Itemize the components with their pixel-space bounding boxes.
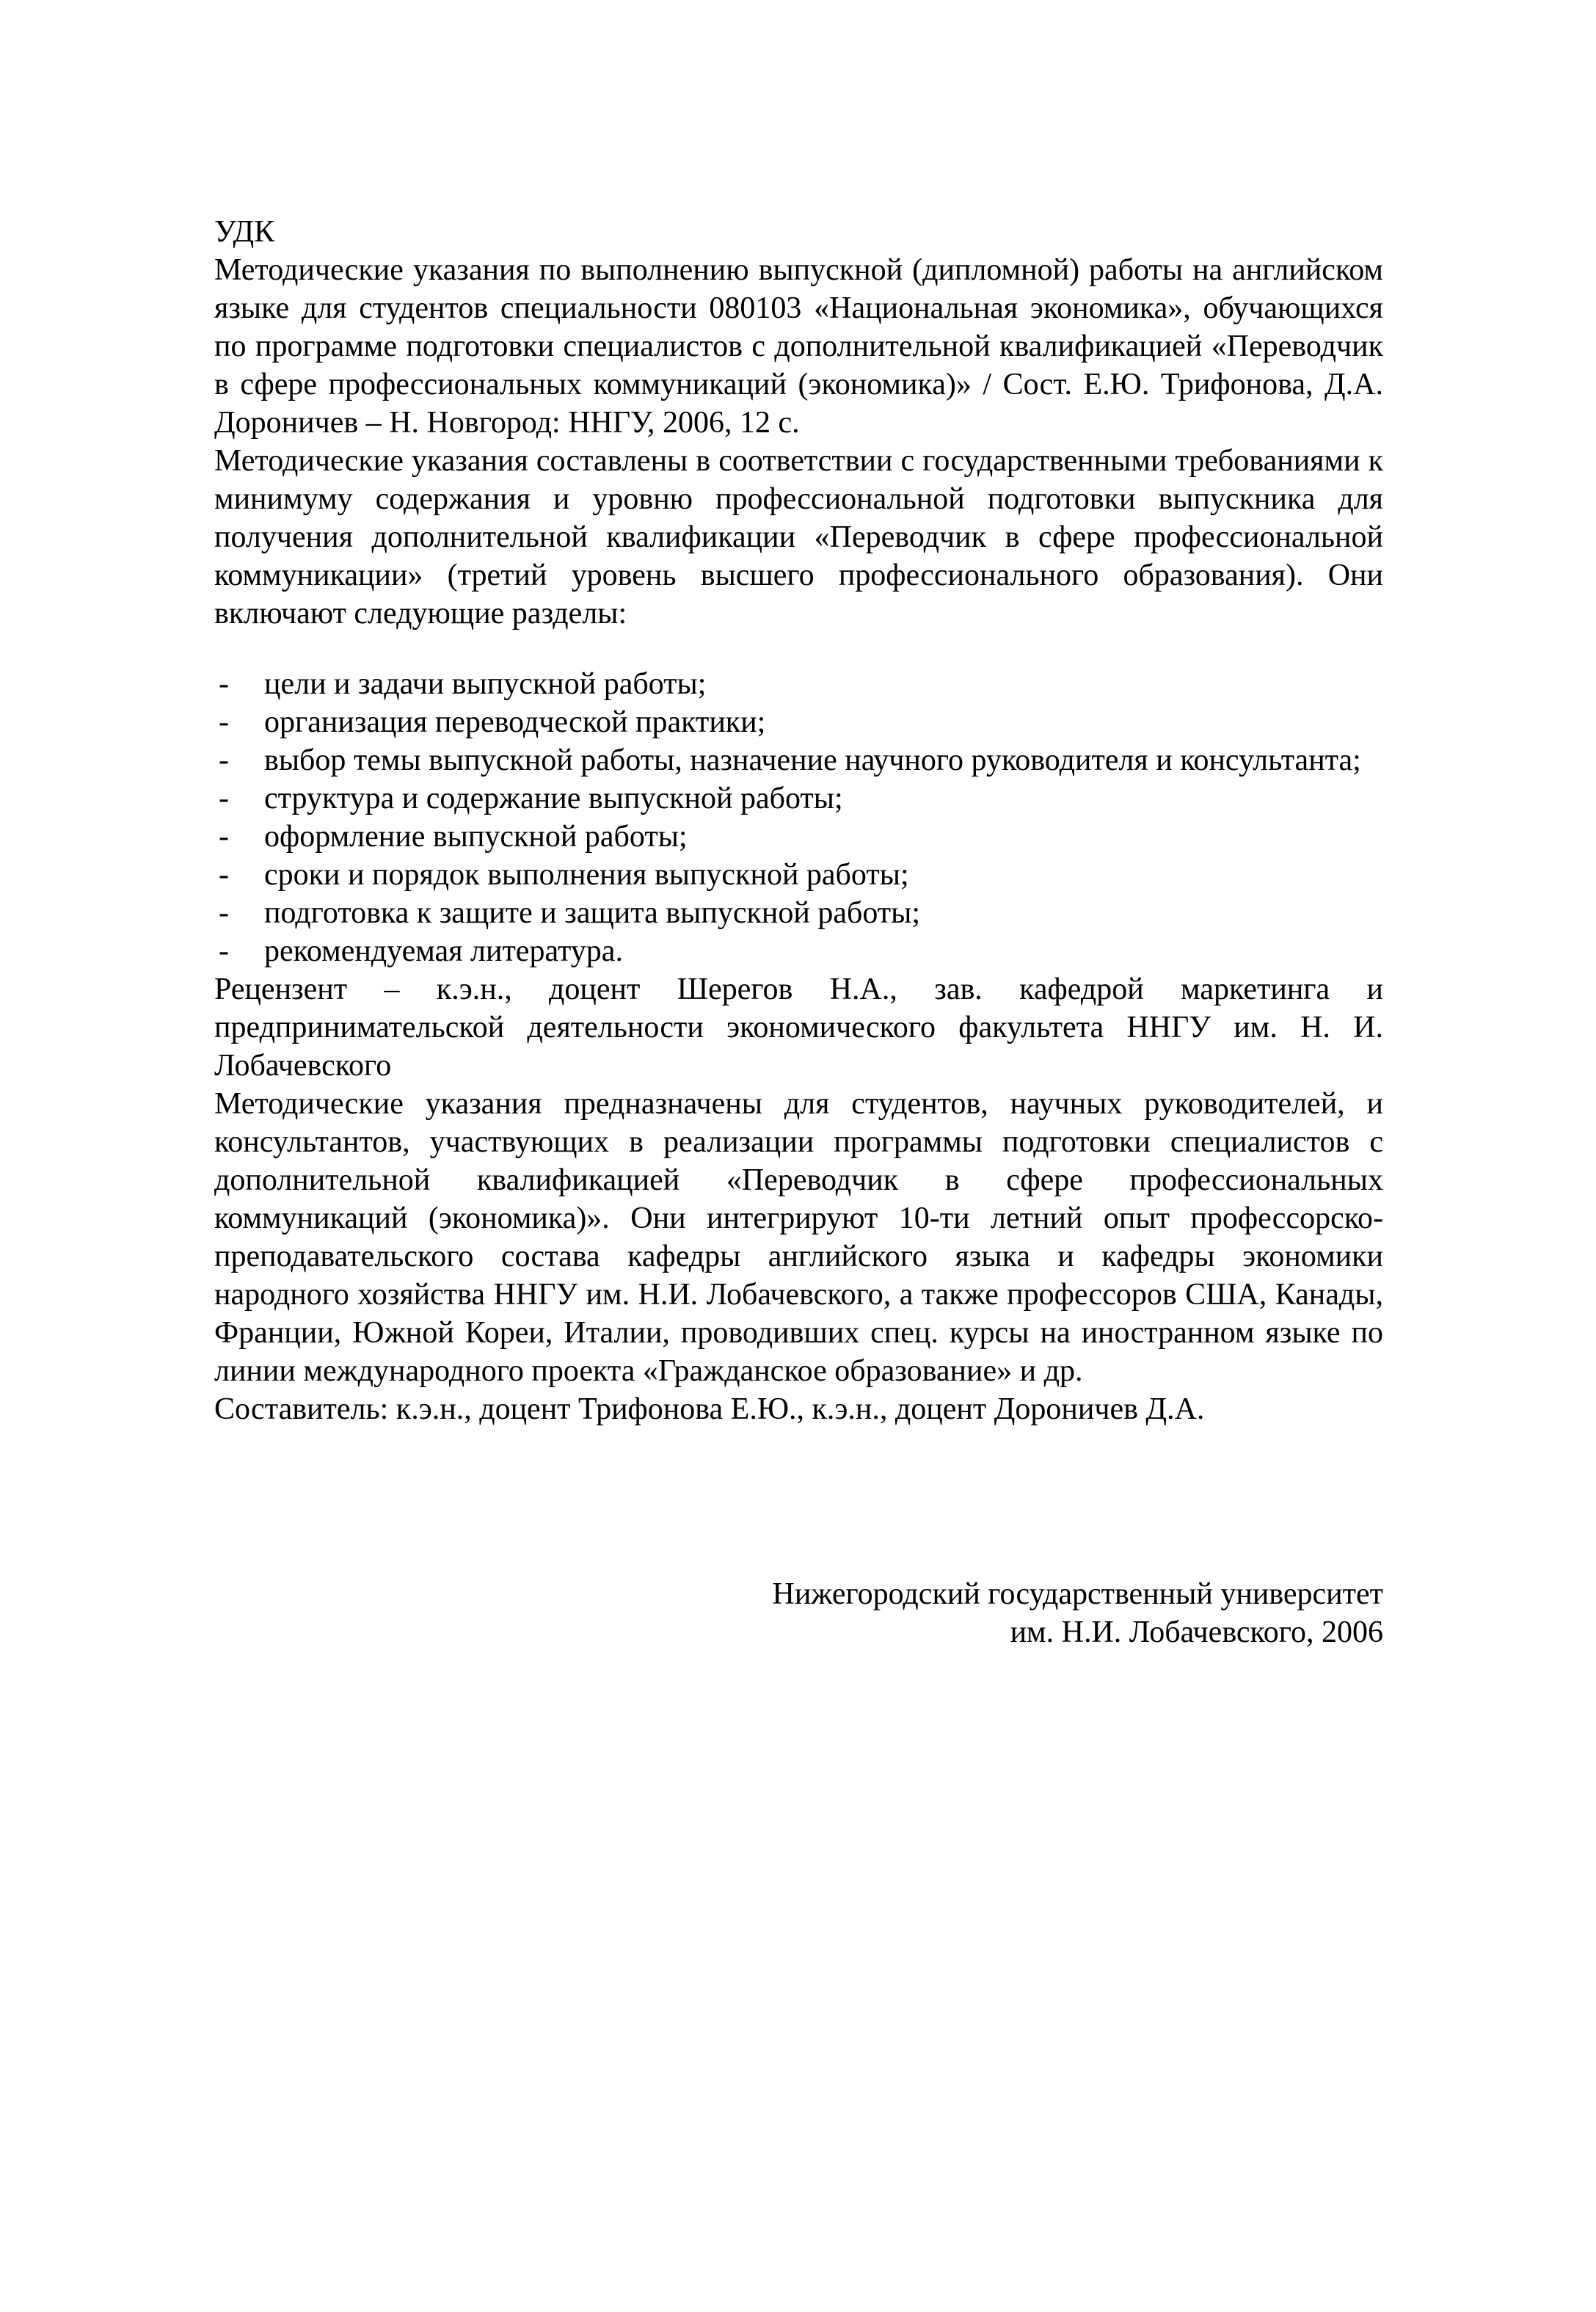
list-marker: - [219, 934, 229, 968]
list-item [214, 932, 1383, 970]
list-marker: - [219, 744, 229, 777]
bibliographic-description-paragraph: Методические указания по выполнению выпускной (дипломной) работы на английском языке для студентов специальности 080103 «Национальная экономика», обучающихся по программе подготовки специалистов с дополнительной квалификацией «Переводчик в сфере профессиональных коммуникаций (экономика)» / Сост. Е.Ю. Трифонова, Д.А. Дороничев – Н. Новгород: ННГУ, 2006, 12 с. [214, 253, 1383, 440]
list-marker: - [219, 705, 229, 739]
list-item [214, 894, 1383, 932]
purpose-paragraph: Методические указания предназначены для студентов, научных руководителей, и консультантов, участвующих в реализации программы подготовки специалистов с дополнительной квалификацией «Переводчик в сфере профессиональных коммуникаций (экономика)». Они интегрируют 10-ти летний опыт профессорско-преподавательского состава кафедры английского языка и кафедры экономики народного хозяйства ННГУ им. Н.И. Лобачевского, а также профессоров США, Канады, Франции, Южной Кореи, Италии, проводивших спец. курсы на иностранном языке по линии международного проекта «Гражданское образование» и др. [214, 1087, 1383, 1388]
list-item-text: оформление выпускной работы; [264, 820, 688, 854]
list-item-text: рекомендуемая литература. [264, 934, 623, 968]
annotation-intro-paragraph: Методические указания составлены в соответствии с государственными требованиями к минимуму содержания и уровню профессиональной подготовки выпускника для получения дополнительной квалификации «Переводчик в сфере профессиональной коммуникации» (третий уровень высшего профессионального образования). Они включают следующие разделы: [214, 444, 1383, 630]
list-item [214, 779, 1383, 818]
list-item [214, 703, 1383, 741]
list-marker: - [219, 782, 229, 815]
list-item [214, 665, 1383, 703]
list-item-text: структура и содержание выпускной работы; [264, 782, 843, 815]
list-marker: - [219, 820, 229, 854]
list-item-text: цели и задачи выпускной работы; [264, 667, 707, 701]
sections-list [214, 665, 1383, 970]
compiler-line: Составитель: к.э.н., доцент Трифонова Е.Ю., к.э.н., доцент Дороничев Д.А. [214, 1392, 1205, 1426]
list-item [214, 818, 1383, 856]
list-item [214, 741, 1383, 779]
list-item-text: подготовка к защите и защита выпускной работы; [264, 896, 921, 930]
list-item-text: сроки и порядок выполнения выпускной работы; [264, 858, 909, 892]
list-item [214, 856, 1383, 894]
list-marker: - [219, 896, 229, 930]
reviewer-paragraph: Рецензент – к.э.н., доцент Шерегов Н.А., зав. кафедрой маркетинга и предпринимательской деятельности экономического факультета ННГУ им. Н. И. Лобачевского [214, 973, 1383, 1083]
list-marker: - [219, 858, 229, 892]
publisher-line-2: им. Н.И. Лобачевского, 2006 [1010, 1615, 1383, 1649]
list-marker: - [219, 667, 229, 701]
list-item-text: организация переводческой практики; [264, 705, 766, 739]
publisher-line-1: Нижегородский государственный университет [772, 1577, 1383, 1611]
publisher-block [214, 1575, 1383, 1651]
list-item-text: выбор темы выпускной работы, назначение научного руководителя и консультанта; [264, 744, 1361, 777]
udk-label: УДК [214, 215, 275, 249]
